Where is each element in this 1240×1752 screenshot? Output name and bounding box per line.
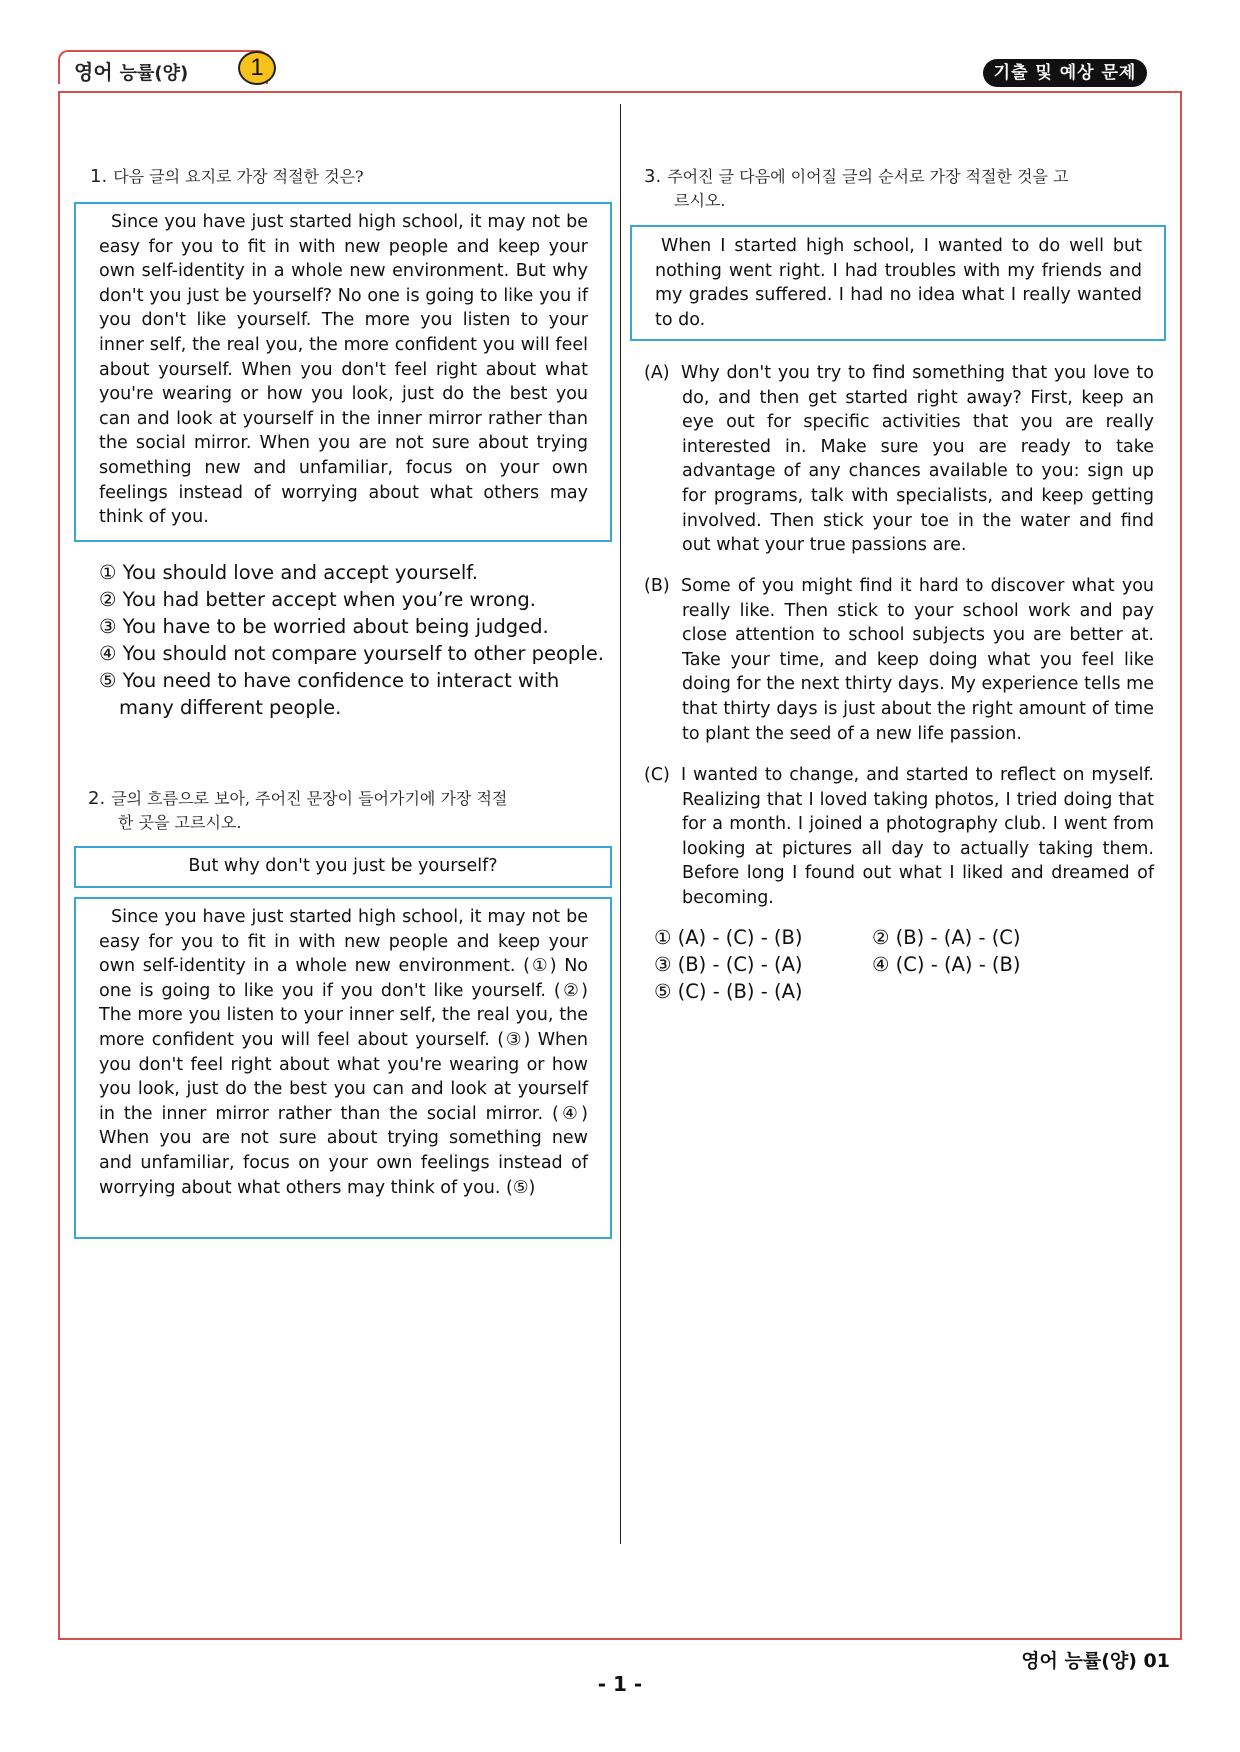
q1-passage-box xyxy=(74,202,612,542)
q3-option-5[interactable]: ⑤ (C) - (B) - (A) xyxy=(654,980,803,1003)
q1-choice-2[interactable]: ② You had better accept when you’re wrong. xyxy=(99,588,536,611)
q1-choice-4[interactable]: ④ You should not compare yourself to other people. xyxy=(99,642,604,665)
q1-choice-5[interactable]: ⑤ You need to have confidence to interact with xyxy=(99,669,560,692)
q2-prompt-line1: 글의 흐름으로 보아, 주어진 문장이 들어가기에 가장 적절 xyxy=(111,789,508,808)
footer-label: 영어 능률(양) 01 xyxy=(1021,1650,1170,1672)
q3-part-c-text: I wanted to change, and started to reflect on myself. Realizing that I loved taking photos, I tried doing that for a month. I joined a photography club. I went from looking at pictures all day to actually taking them. Before long I found out what I liked and dreamed of becoming. xyxy=(681,765,1154,908)
q3-part-c xyxy=(644,763,1154,911)
header-subject: 영어 xyxy=(74,60,113,84)
q1-choice-1[interactable]: ① You should love and accept yourself. xyxy=(99,561,478,584)
q3-option-2[interactable]: ② (B) - (A) - (C) xyxy=(872,926,1021,949)
q3-part-b-text: Some of you might find it hard to discover what you really like. Then stick to your school work and pay close attention to school subjects you are better at. Take your time, and keep doing what you feel like doing for the next thirty days. My experience tells me that thirty days is just about the right amount of time to plant the seed of a new life passion. xyxy=(681,576,1154,744)
q3-options xyxy=(654,924,1090,1005)
q3-part-a-text: Why don't you try to find something that you love to do, and then get started right away? First, keep an eye out for specific activities that you are really interested in. Make sure you are ready to take advantage of any chances available to you: sign up for programs, talk with specialists, and keep getting involved. Then stick your toe in the water and find out what your true passions are. xyxy=(681,363,1154,556)
section-badge: 기출 및 예상 문제 xyxy=(983,59,1147,87)
q3-intro-box xyxy=(630,225,1166,341)
q2-number: 2. xyxy=(88,788,106,809)
q3-title xyxy=(644,165,1144,213)
q1-prompt: 다음 글의 요지로 가장 적절한 것은? xyxy=(113,167,364,186)
q3-option-4[interactable]: ④ (C) - (A) - (B) xyxy=(872,953,1021,976)
column-divider xyxy=(620,104,621,1544)
q3-option-3[interactable]: ③ (B) - (C) - (A) xyxy=(654,953,803,976)
q1-choice-3[interactable]: ③ You have to be worried about being judged. xyxy=(99,615,549,638)
q3-prompt-line1: 주어진 글 다음에 이어질 글의 순서로 가장 적절한 것을 고 xyxy=(667,167,1069,186)
q3-part-c-label: (C) xyxy=(644,765,670,785)
q1-choice-5-continued: many different people. xyxy=(119,696,342,719)
q3-part-a xyxy=(644,361,1154,558)
q3-prompt-line2: 르시오. xyxy=(674,191,726,210)
q1-choices xyxy=(99,559,604,721)
q2-prompt-line2: 한 곳을 고르시오. xyxy=(118,813,242,832)
q2-title xyxy=(88,787,608,835)
page-number: - 1 - xyxy=(597,1672,643,1696)
q3-part-b-label: (B) xyxy=(644,576,670,596)
unit-number-badge: 1 xyxy=(238,51,276,85)
q3-option-1[interactable]: ① (A) - (C) - (B) xyxy=(654,926,803,949)
q3-part-a-label: (A) xyxy=(644,363,670,383)
header-book: 능률(양) xyxy=(119,63,189,84)
q2-passage-box xyxy=(74,897,612,1239)
q2-given-sentence-box xyxy=(74,846,612,888)
q1-number: 1. xyxy=(90,166,108,187)
q3-intro: When I started high school, I wanted to do well but nothing went right. I had troubles with my friends and my grades suffered. I had no idea what I really wanted to do. xyxy=(655,236,1142,330)
q3-part-b xyxy=(644,574,1154,746)
q1-title xyxy=(90,165,364,189)
header-title xyxy=(74,56,188,85)
q1-passage: Since you have just started high school, it may not be easy for you to fit in with new people and keep your own self-identity in a whole new environment. But why don't you just be yourself? No one is going to like you if you don't like yourself. The more you listen to your inner self, the real you, the more confident you will feel about yourself. When you don't feel right about what you're wearing or how you look, just do the best you can and look at yourself in the inner mirror rather than the social mirror. When you are not sure about trying something new and unfamiliar, focus on your own feelings instead of worrying about what others may think of you. xyxy=(99,212,588,528)
q2-given-sentence: But why don't you just be yourself? xyxy=(188,856,498,876)
q2-passage: Since you have just started high school, it may not be easy for you to fit in with new people and keep your own self-identity in a whole new environment. (①) No one is going to like you if you don't like yourself. (②) The more you listen to your inner self, the real you, the more confident you will feel about yourself. (③) When you don't feel right about what you're wearing or how you look, just do the best you can and look at yourself in the inner mirror rather than the social mirror. (④) When you are not sure about trying something new and unfamiliar, focus on your own feelings instead of worrying about what others may think of you. (⑤) xyxy=(99,907,588,1198)
q3-number: 3. xyxy=(644,166,662,187)
